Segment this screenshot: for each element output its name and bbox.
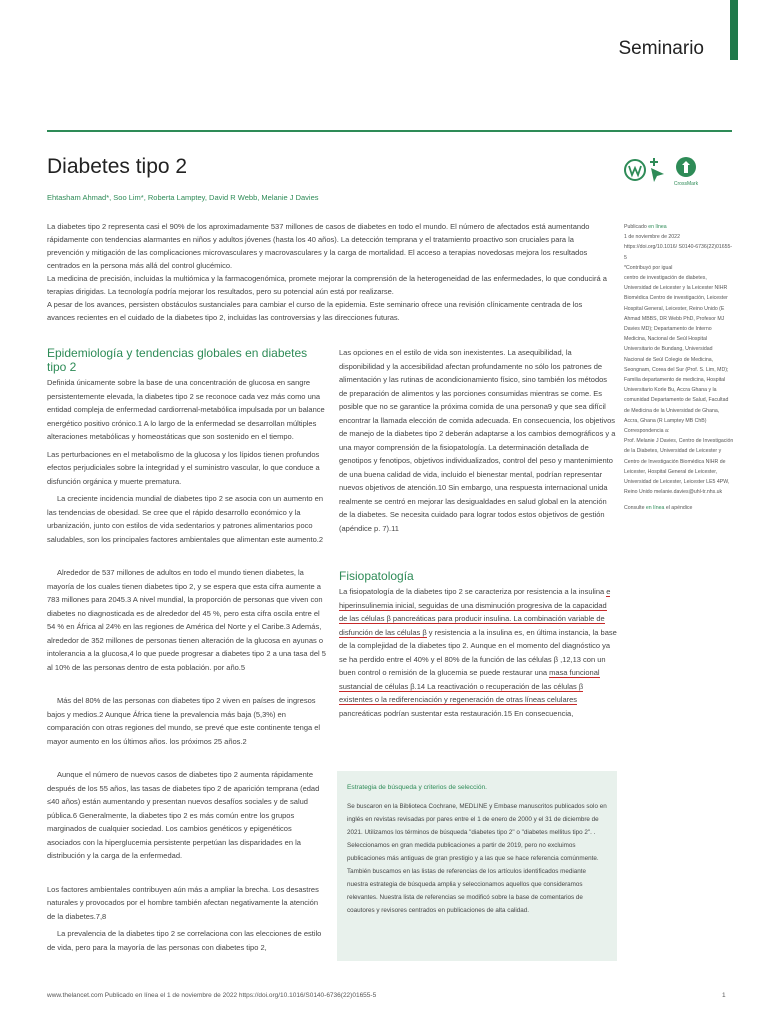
underlined-annotation: masa funcional sustancial de células β.14 La reactivación o recuperación de las células β existentes o la rediferenciación y regeneración de otras líneas celulares — [339, 668, 600, 704]
appendix-online-link[interactable]: en línea — [645, 505, 665, 512]
abstract — [47, 220, 607, 324]
section-color-bar — [730, 0, 738, 60]
abstract-paragraph: A pesar de los avances, persisten obstáculos sustanciales para cambiar el curso de la epidemia. Este seminario ofrece una revisión clínicamente centrada de los avances recientes en el cuidado de la diabetes tipo 2, incluidas las controversias y las direcciones futuras. — [47, 300, 583, 322]
body-paragraph: Los factores ambientales contribuyen aún más a ampliar la brecha. Los desastres naturales y provocados por el hombre también afectan negativamente la atención de la diabetes.7,8 — [47, 884, 319, 921]
section-label: Seminario — [618, 38, 704, 59]
w-icon[interactable] — [625, 160, 645, 180]
body-paragraph: La prevalencia de la diabetes tipo 2 se correlaciona con las elecciones de estilo de vida, pero para la mayoría de las personas con diabetes tipo 2, — [47, 929, 322, 952]
body-paragraph: Definida únicamente sobre la base de una concentración de glucosa en sangre persistentemente elevada, la diabetes tipo 2 se reconoce cada vez más como una entidad compleja de enfermedad cardiorrenal-metabólica impulsada por un balance energético positivo crónico.1 A lo largo de la enfermedad se desarrollan múltiples alteraciones metabólicas y homeostáticas que son sostenido en el tiempo. — [47, 378, 325, 441]
correspondence-label: Correspondencia a: — [624, 428, 670, 435]
svg-text:CrossMark: CrossMark — [673, 181, 699, 187]
section-heading-pathophysiology: Fisiopatología — [339, 569, 414, 583]
sidebar-notes — [624, 222, 734, 514]
abstract-paragraph: La diabetes tipo 2 representa casi el 90% de los aproximadamente 537 millones de casos de diabetes en todo el mundo. El número de afectados está aumentando rápidamente con tendencias alarmantes en niños y adultos jóvenes (hasta los 40 años). La detección temprana y el tratamiento proactivo son cruciales para la prevención y mitigación de las complicaciones microvasculares y macrovasculares y la carga de mortalidad. El acceso a terapias novedosas mejora los resultados centrados en la persona más allá del control glucémico. — [47, 222, 590, 270]
page-number: 1 — [722, 992, 726, 999]
abstract-paragraph: La medicina de precisión, incluidas la multiómica y la farmacogenómica, promete mejorar la comprensión de la heterogeneidad de las enfermedades, lo que conducirá a terapias dirigidas. La tecnología podría mejorar los resultados, pero su potencial aún está por realizarse. — [47, 274, 607, 296]
doi-link[interactable]: https://doi.org/10.1016/ S0140-6736(22)01655-5 — [624, 244, 733, 261]
body-column-left — [47, 346, 327, 954]
crossmark-icon[interactable] — [674, 157, 699, 187]
body-paragraph: Alrededor de 537 millones de adultos en todo el mundo tienen diabetes, la mayoría de los cuales tienen diabetes tipo 2, y se espera que esta cifra aumente a 783 millones para 2045.3 A nivel mundial, la proporción de personas que viven con diabetes no diagnosticada es de alrededor del 45 %, pero esta cifra oscila entre el 54 % en África al 24% en las regiones de América del Norte y el Caribe.3 Además, alrededor de 352 millones de personas tienen alteración de la glucosa en ayunas o intolerancia a la glucosa,4 lo que puede progresar a diabetes tipo 2 a una tasa del 5 al 10% de las personas dentro de esta población. por año.5 — [47, 568, 326, 672]
header-rule — [47, 130, 732, 132]
body-paragraph: La creciente incidencia mundial de diabetes tipo 2 se asocia con un aumento en las tendencias de obesidad. Se cree que el rápido desarrollo económico y la urbanización, junto con estilos de vida sedentarios y patrones alimentarios poco saludables, son los principales factores ambientales que alimentan este aumento.2 — [47, 494, 324, 544]
panel-text: Se buscaron en la Biblioteca Cochrane, MEDLINE y Embase manuscritos publicados solo en inglés en revistas revisadas por pares entre el 1 de enero de 2000 y el 31 de diciembre de 2021. Utilizamos los términos de búsqueda "diabetes tipo 2" o "diabetes mellitus tipo 2". . Seleccionamos en gran medida publicaciones a partir de 2019, pero no excluimos publicaciones más antiguas de gran prestigio y a las que se hace referencia comúnmente. También buscamos en las listas de referencias de los artículos identificados mediante nuestra estrategia de búsqueda amplia y seleccionamos aquellos que consideramos relevantes. Nuestra lista de referencias se modificó sobre la base de comentarios de coautores y revisores centrados en publicaciones de alta calidad. — [347, 803, 607, 914]
body-paragraph: Las opciones en el estilo de vida son inexistentes. La asequibilidad, la disponibilidad y la accesibilidad afectan profundamente no sólo los patrones de alimentación y las rutinas de acondicionamiento físico, sino también los métodos de preparación de alimentos y las porciones consumidas mientras se come. Es posible que no se garantice la próxima comida de una persona9 y que sea difícil encontrar la llamada elección de comida adecuada. En consecuencia, los objetivos de manejo de la diabetes tipo 2 deberán adaptarse a los cambios demográficos y a una mayor comprensión de la fisiopatología. La determinación detallada de genotipos y fenotipos, objetivos individualizados, control del peso y mantenimiento de una buena calidad de vida, incluido el bienestar mental, podrían representar nuevos objetivos de atención.10 Sin embargo, una respuesta internacional unida realmente se centró en mejorar las desigualdades en salud global en la atención de la diabetes. Se necesita cuidado para lograr todos estos objetivos de gestión (apéndice p. 7).11 — [339, 348, 616, 533]
published-label: Publicado — [624, 224, 649, 230]
body-text: y resistencia a la insulina es, en última instancia, la base de la complejidad de la diabetes tipo 2. Aunque en el momento del diagnóstico ya se ha perdido entre el 40% y el 80% de la función de las células β ,12,13 con un buen control o remisión de la glucemia se puede restaurar una — [339, 627, 617, 677]
footer-citation: www.thelancet.com Publicado en línea el 1 de noviembre de 2022 https://doi.org/10.1016/S0140-6736(22)01655-5 — [47, 992, 377, 999]
body-text: pancreáticas podrían sustentar esta restauración.15 En consecuencia, — [339, 708, 574, 718]
section-heading-epidemiology: Epidemiología y tendencias globales en diabetes tipo 2 — [47, 346, 308, 374]
affiliations: centro de investigación de diabetes, Universidad de Leicester y la Leicester NIHR Biomédica Centro de investigación, Leicester Hospital General, Leicester, Reino Unido (E Ahmad MBBS, DR Webb PhD, Profesor MJ Davies MD); Departamento de Interno Medicina, Nacional de Seúl Hospital Universitario de Bundang, Universidad Nacional de Seúl Colegio de Medicina, Seongnam, Corea del Sur (Prof. S. Lim, MD); Familia departamento de medicina, Hospital Universitario Korle Bu, Accra Ghana y la comunidad Departamento de Salud, Facultad de Medicina de la Universidad de Ghana, Accra, Ghana (R Lamptey MB ChB) — [624, 275, 729, 424]
published-line — [624, 222, 734, 232]
body-paragraph: Aunque el número de nuevos casos de diabetes tipo 2 aumenta rápidamente después de los 55 años, las tasas de diabetes tipo 2 de aparición temprana (edad ≤40 años) están aumentando y presentan nuevos desafíos sociales y de salud pública.6 Generalmente, la diabetes tipo 2 es más común entre los grupos marginados de cualquier sociedad. Los cambios genéticos y epigenéticos asociados con la hiperglucemia persistente perpetúan las disparidades en la distribución y la carga de la enfermedad. — [47, 770, 320, 860]
author-list[interactable]: Ehtasham Ahmad*, Soo Lim*, Roberta Lamptey, David R Webb, Melanie J Davies — [47, 193, 319, 202]
published-date: 1 de noviembre de 2022 — [624, 234, 680, 241]
pathophysiology-paragraph — [339, 585, 617, 720]
add-icon[interactable] — [650, 158, 664, 182]
correspondence: Prof. Melanie J Davies, Centro de Investigación de la Diabetes, Universidad de Leicester y Centro de Investigación Biomédica NIHR de Leicester, Hospital General de Leicester, Universidad de Leicester, Leicester LE5 4PW, Reino Unido melanie.davies@uhl-tr.nhs.uk — [624, 438, 734, 496]
body-column-right — [339, 346, 617, 720]
search-strategy-panel — [337, 771, 617, 961]
article-icons — [624, 152, 704, 188]
appendix-text: el apéndice — [664, 505, 693, 512]
underlined-annotation: e hiperinsulinemia inicial, seguidas de una disminución progresiva de la capacidad de las células β pancreáticas para producir insulina. La combinación variable de disfunción de las células β — [339, 587, 611, 637]
appendix-line — [624, 503, 734, 513]
online-link[interactable]: en línea — [648, 224, 667, 230]
contrib-note: *Contribuyó por igual — [624, 264, 673, 271]
appendix-text: Consulte — [624, 505, 646, 512]
panel-heading: Estrategia de búsqueda y criterios de selección. — [347, 784, 488, 791]
article-title: Diabetes tipo 2 — [47, 155, 188, 178]
body-text: La fisiopatología de la diabetes tipo 2 se caracteriza por resistencia a la insulina — [339, 587, 607, 596]
body-paragraph: Las perturbaciones en el metabolismo de la glucosa y los lípidos tienen profundos efectos perjudiciales sobre la integridad y el suministro vascular, lo que conduce a disfunción orgánica y muerte prematura. — [47, 449, 320, 486]
body-paragraph: Más del 80% de las personas con diabetes tipo 2 viven en países de ingresos bajos y medios.2 Aunque África tiene la prevalencia más baja (5,3%) en comparación con otras regiones del mundo, se prevé que este continente tenga el mayor aumento en los últimos años. los próximos 25 años.2 — [47, 696, 321, 746]
